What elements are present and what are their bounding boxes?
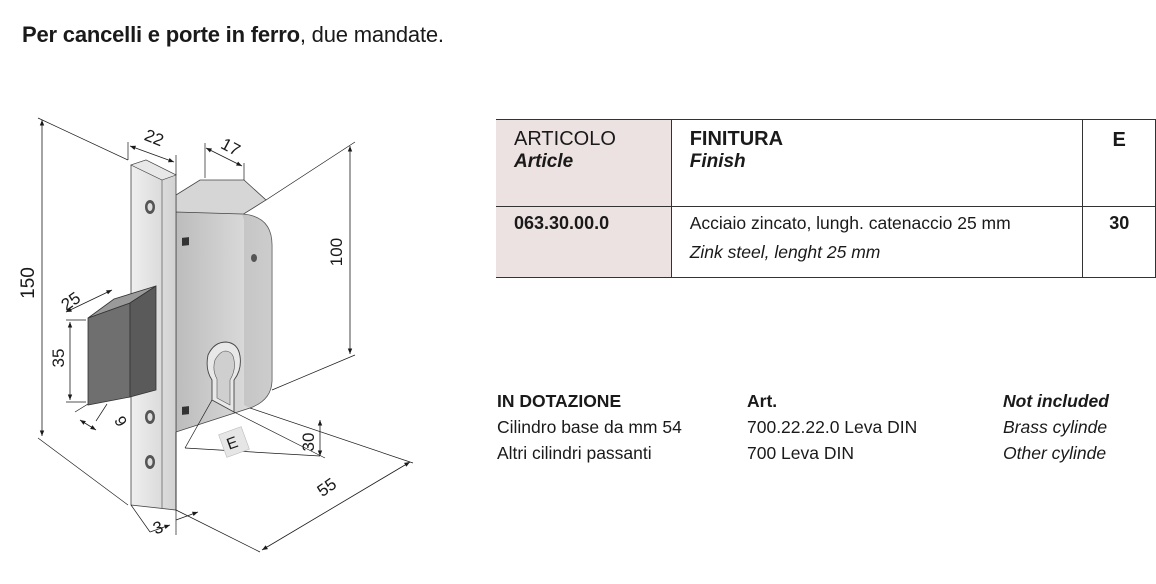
heading-rest: , due mandate. bbox=[299, 22, 444, 47]
included-header: IN DOTAZIONE bbox=[497, 391, 622, 411]
finish-en: Zink steel, lenght 25 mm bbox=[689, 242, 881, 262]
dim-30: 30 bbox=[299, 432, 318, 452]
spec-table bbox=[496, 119, 1156, 278]
row-e bbox=[1083, 207, 1156, 278]
page-heading bbox=[22, 22, 444, 48]
header-article bbox=[496, 120, 671, 207]
article-code: 063.30.00.0 bbox=[514, 213, 610, 233]
included-line2: Altri cilindri passanti bbox=[497, 443, 652, 463]
header-e-label: E bbox=[1112, 129, 1126, 151]
lock-technical-drawing bbox=[0, 95, 470, 584]
header-article-en: Article bbox=[514, 151, 574, 172]
label-e: E bbox=[224, 433, 241, 454]
accessories-art bbox=[747, 388, 917, 466]
dim-17: 17 bbox=[217, 134, 244, 160]
dim-25: 25 bbox=[57, 288, 85, 315]
table-row bbox=[496, 207, 1156, 278]
not-included-header: Not included bbox=[1003, 391, 1109, 411]
dim-3: 3 bbox=[150, 517, 166, 539]
e-value: 30 bbox=[1109, 213, 1130, 233]
header-finish bbox=[671, 120, 1083, 207]
header-article-it: ARTICOLO bbox=[514, 128, 616, 150]
header-e bbox=[1083, 120, 1156, 207]
finish-it: Acciaio zincato, lungh. catenaccio 25 mm bbox=[689, 213, 1011, 233]
dim-9: 9 bbox=[110, 413, 130, 430]
dim-35: 35 bbox=[49, 348, 68, 368]
accessories-not-included bbox=[1003, 388, 1109, 466]
dim-55: 55 bbox=[313, 474, 341, 501]
not-included-line1: Brass cylinde bbox=[1003, 417, 1108, 437]
not-included-line2: Other cylinde bbox=[1003, 443, 1107, 463]
art-line2: 700 Leva DIN bbox=[747, 443, 855, 463]
spec-table-header bbox=[496, 120, 1156, 207]
header-finish-it: FINITURA bbox=[689, 128, 784, 150]
accessories-included bbox=[497, 388, 682, 466]
dim-22: 22 bbox=[141, 125, 167, 151]
row-article bbox=[496, 207, 671, 278]
lock-bolt bbox=[88, 303, 130, 405]
included-line1: Cilindro base da mm 54 bbox=[497, 417, 682, 437]
header-finish-en: Finish bbox=[689, 151, 746, 172]
art-line1: 700.22.22.0 Leva DIN bbox=[747, 417, 918, 437]
art-header: Art. bbox=[747, 391, 778, 411]
lock-case-top bbox=[176, 180, 266, 215]
heading-bold: Per cancelli e porte in ferro bbox=[22, 22, 300, 47]
dim-100: 100 bbox=[327, 237, 346, 267]
row-finish bbox=[671, 207, 1083, 278]
dim-150: 150 bbox=[18, 267, 39, 299]
